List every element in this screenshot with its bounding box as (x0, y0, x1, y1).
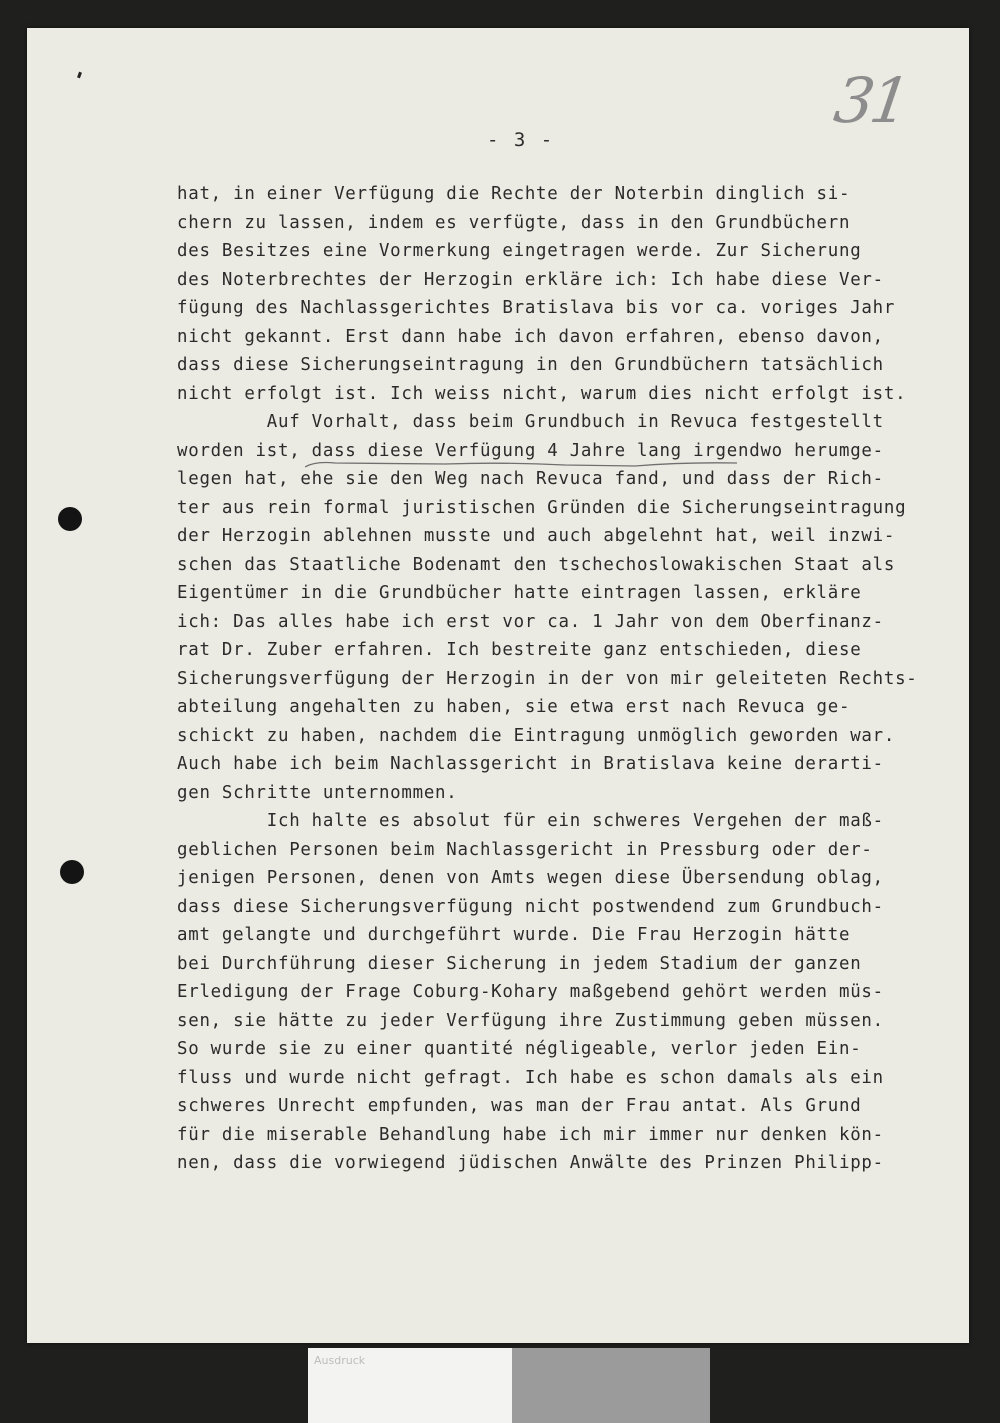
text-line: worden ist, dass diese Verfügung 4 Jahre lang irgendwo herumge- (177, 440, 884, 461)
punch-hole-top (58, 507, 82, 531)
text-line: rat Dr. Zuber erfahren. Ich bestreite ganz entschieden, diese (177, 640, 862, 660)
text-line: schweres Unrecht empfunden, was man der Frau antat. Als Grund (177, 1096, 862, 1116)
text-line: nicht erfolgt ist. Ich weiss nicht, warum dies nicht erfolgt ist. (177, 383, 907, 404)
text-line: des Besitzes eine Vormerkung eingetragen werde. Zur Sicherung (177, 241, 862, 261)
text-line: ich: Das alles habe ich erst vor ca. 1 Jahr von dem Oberfinanz- (177, 611, 884, 632)
text-line: geblichen Personen beim Nachlassgericht in Pressburg oder der- (177, 839, 873, 860)
text-line: dass diese Sicherungsverfügung nicht postwendend zum Grundbuch- (177, 896, 884, 917)
text-line: jenigen Personen, denen von Amts wegen diese Übersendung oblag, (177, 868, 884, 888)
text-line: hat, in einer Verfügung die Rechte der Noterbin dinglich si- (177, 184, 851, 204)
text-line: des Noterbrechtes der Herzogin erkläre ich: Ich habe diese Ver- (177, 269, 884, 290)
text-line: für die miserable Behandlung habe ich mir immer nur denken kön- (177, 1124, 884, 1145)
text-line: Auch habe ich beim Nachlassgericht in Bratislava keine derarti- (177, 754, 884, 774)
text-line: der Herzogin ablehnen musste und auch abgelehnt hat, weil inzwi- (177, 526, 896, 546)
text-line: dass diese Sicherungseintragung in den Grundbüchern tatsächlich (177, 355, 884, 375)
text-line: schen das Staatliche Bodenamt den tschechoslowakischen Staat als (177, 554, 896, 575)
text-line: Erledigung der Frage Coburg-Kohary maßgebend gehört werden müs- (177, 982, 884, 1002)
pencil-underline (305, 459, 737, 469)
text-line: abteilung angehalten zu haben, sie etwa erst nach Revuca ge- (177, 697, 851, 717)
text-line: fluss und wurde nicht gefragt. Ich habe es schon damals als ein (177, 1067, 884, 1088)
text-line: amt gelangte und durchgeführt wurde. Die Frau Herzogin hätte (177, 925, 851, 945)
text-line: nen, dass die vorwiegend jüdischen Anwälte des Prinzen Philipp- (177, 1153, 884, 1173)
text-line: legen hat, ehe sie den Weg nach Revuca fand, und dass der Rich- (177, 469, 884, 489)
gray-reference-card (512, 1348, 710, 1423)
text-line: Eigentümer in die Grundbücher hatte eintragen lassen, erkläre (177, 583, 862, 603)
text-line: schickt zu haben, nachdem die Eintragung unmöglich geworden war. (177, 725, 896, 746)
ink-mark (77, 72, 82, 79)
text-line: bei Durchführung dieser Sicherung in jedem Stadium der ganzen (177, 953, 862, 974)
text-line: ter aus rein formal juristischen Gründen die Sicherungseintragung (177, 497, 907, 518)
text-line: So wurde sie zu einer quantité négligeable, verlor jeden Ein- (177, 1039, 862, 1059)
page-number: - 3 - (487, 129, 555, 151)
text-line: sen, sie hätte zu jeder Verfügung ihre Zustimmung geben müssen. (177, 1010, 884, 1031)
document-page (27, 28, 969, 1343)
text-line: nicht gekannt. Erst dann habe ich davon erfahren, ebenso davon, (177, 326, 884, 347)
text-line: Ich halte es absolut für ein schweres Vergehen der maß- (177, 811, 884, 831)
archive-label-tab (308, 1348, 512, 1423)
text-line: fügung des Nachlassgerichtes Bratislava bis vor ca. voriges Jahr (177, 298, 896, 318)
archive-label-text: Ausdruck (314, 1354, 366, 1367)
punch-hole-bottom (60, 860, 84, 884)
handwritten-folio-number: 31 (829, 64, 912, 137)
text-line: gen Schritte unternommen. (177, 782, 458, 803)
text-line: Auf Vorhalt, dass beim Grundbuch in Revuca festgestellt (177, 412, 884, 432)
text-line: Sicherungsverfügung der Herzogin in der von mir geleiteten Rechts- (177, 668, 918, 689)
text-line: chern zu lassen, indem es verfügte, dass in den Grundbüchern (177, 212, 851, 233)
